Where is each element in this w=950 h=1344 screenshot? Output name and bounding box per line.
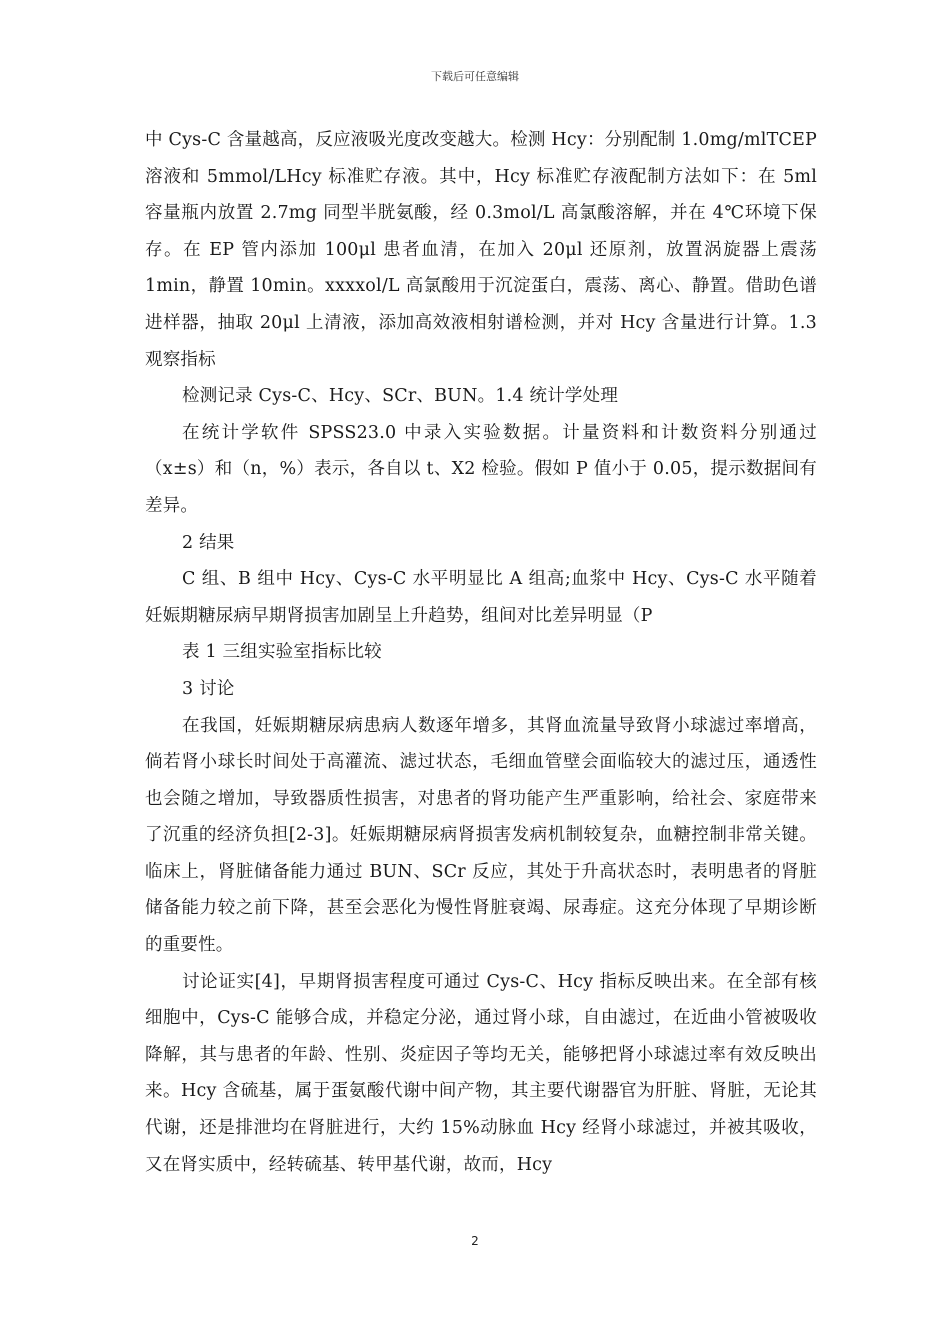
page-number: 2 [471, 1234, 479, 1248]
paragraph-statistics: 在统计学软件 SPSS23.0 中录入实验数据。计量资料和计数资料分别通过（x±s）和（n，%）表示，各自以 t、X2 检验。假如 P 值小于 0.05，提示数据间有差异。 [145, 422, 817, 516]
page-header: 下载后可任意编辑 [431, 70, 519, 83]
paragraph-observation-indicators: 检测记录 Cys-C、Hcy、SCr、BUN。1.4 统计学处理 [182, 386, 619, 407]
paragraph-methods-detection: 中 Cys-C 含量越高，反应液吸光度改变越大。检测 Hcy：分别配制 1.0mg/mlTCEP 溶液和 5mmol/LHcy 标准贮存液。其中，Hcy 标准贮存液配制方法如下：在 5ml 容量瓶内放置 2.7mg 同型半胱氨酸，经 0.3mol/L 高氯酸溶解，并在 4℃环境下保存。在 EP 管内添加 100μl 患者血清，在加入 20μl 还原剂，放置涡旋器上震荡 1min，静置 10min。xxxxol/L 高氯酸用于沉淀蛋白，震荡、离心、静置。借助色谱进样器，抽取 20μl 上清液，添加高效液相射谱检测，并对 Hcy 含量进行计算。1.3 观察指标 [145, 130, 817, 370]
table-caption: 表 1 三组实验室指标比较 [182, 642, 382, 663]
section-heading-discussion: 3 讨论 [182, 678, 235, 699]
paragraph-discussion-2: 讨论证实[4]，早期肾损害程度可通过 Cys-C、Hcy 指标反映出来。在全部有核细胞中，Cys-C 能够合成，并稳定分泌，通过肾小球，自由滤过，在近曲小管被吸收降解，其与患者的年龄、性别、炎症因子等均无关，能够把肾小球滤过率有效反映出来。Hcy 含硫基，属于蛋氨酸代谢中间产物，其主要代谢器官为肝脏、肾脏，无论其代谢，还是排泄均在肾脏进行，大约 15%动脉血 Hcy 经肾小球滤过，并被其吸收，又在肾实质中，经转硫基、转甲基代谢，故而，Hcy [145, 971, 817, 1175]
paragraph-results: C 组、B 组中 Hcy、Cys-C 水平明显比 A 组高;血浆中 Hcy、Cys-C 水平随着妊娠期糖尿病早期肾损害加剧呈上升趋势，组间对比差异明显（P [145, 569, 817, 626]
paragraph-discussion-1: 在我国，妊娠期糖尿病患病人数逐年增多，其肾血流量导致肾小球滤过率增高，倘若肾小球长时间处于高灌流、滤过状态，毛细血管壁会面临较大的滤过压，通透性也会随之增加，导致器质性损害，对患者的肾功能产生严重影响，给社会、家庭带来了沉重的经济负担[2-3]。妊娠期糖尿病肾损害发病机制较复杂，血糖控制非常关键。临床上，肾脏储备能力通过 BUN、SCr 反应，其处于升高状态时，表明患者的肾脏储备能力较之前下降，甚至会恶化为慢性肾脏衰竭、尿毒症。这充分体现了早期诊断的重要性。 [145, 715, 817, 956]
document-body [145, 122, 817, 1183]
section-heading-results: 2 结果 [182, 532, 235, 553]
